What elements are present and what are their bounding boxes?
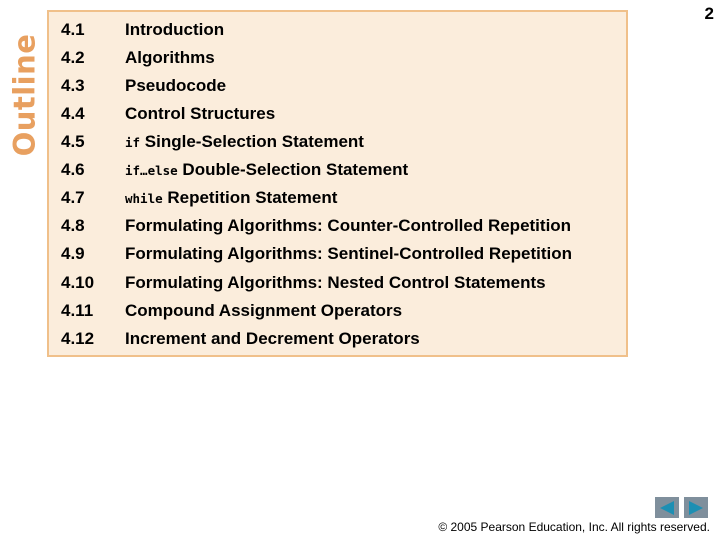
toc-item-4-8 <box>61 212 571 240</box>
toc-item-title: Double-Selection Statement <box>177 160 409 179</box>
toc-item-number: 4.10 <box>61 273 95 292</box>
toc-item-title: Formulating Algorithms: Counter-Controlled Repetition <box>125 216 572 235</box>
toc-item-4-10 <box>61 269 546 297</box>
toc-item-title: Repetition Statement <box>162 188 338 207</box>
toc-item-number: 4.4 <box>61 104 85 123</box>
toc-item-number: 4.7 <box>61 188 85 207</box>
toc-item-title: Increment and Decrement Operators <box>125 329 420 348</box>
toc-item-number: 4.8 <box>61 216 85 235</box>
toc-item-number: 4.5 <box>61 132 85 151</box>
toc-item-title: Control Structures <box>125 104 276 123</box>
toc-item-title: Compound Assignment Operators <box>125 301 403 320</box>
toc-item-title: Single-Selection Statement <box>140 132 364 151</box>
page-number: 2 <box>704 4 714 23</box>
slide-navigation <box>655 497 708 518</box>
toc-item-4-4 <box>61 100 275 128</box>
toc-item-4-12 <box>61 325 420 353</box>
previous-slide-icon <box>659 501 675 515</box>
toc-item-4-7 <box>61 184 337 212</box>
toc-item-code-keyword: if <box>125 134 141 150</box>
toc-item-number: 4.9 <box>61 244 85 263</box>
toc-item-code-keyword: if…else <box>125 162 178 178</box>
toc-item-4-5 <box>61 128 364 156</box>
table-of-contents <box>47 10 628 357</box>
toc-item-number: 4.11 <box>61 301 94 320</box>
toc-item-title: Formulating Algorithms: Nested Control Statements <box>125 273 546 292</box>
toc-item-4-11 <box>61 297 402 325</box>
toc-item-4-9 <box>61 240 572 268</box>
toc-item-title: Algorithms <box>125 48 215 67</box>
copyright-notice: © 2005 Pearson Education, Inc. All rights reserved. <box>438 520 710 534</box>
toc-item-title: Introduction <box>125 20 225 39</box>
next-slide-icon <box>688 501 704 515</box>
toc-item-4-3 <box>61 72 226 100</box>
next-slide-button[interactable] <box>684 497 708 518</box>
toc-item-4-2 <box>61 44 215 72</box>
toc-item-title: Formulating Algorithms: Sentinel-Controlled Repetition <box>125 244 573 263</box>
toc-item-title: Pseudocode <box>125 76 227 95</box>
previous-slide-button[interactable] <box>655 497 679 518</box>
toc-item-4-1 <box>61 16 224 44</box>
outline-sidebar-label <box>2 33 46 157</box>
toc-item-number: 4.1 <box>61 20 85 39</box>
toc-item-number: 4.3 <box>61 76 85 95</box>
toc-item-number: 4.6 <box>61 160 85 179</box>
toc-item-number: 4.2 <box>61 48 85 67</box>
toc-item-code-keyword: while <box>125 190 163 206</box>
toc-item-4-6 <box>61 156 408 184</box>
toc-item-number: 4.12 <box>61 329 95 348</box>
outline-label-text: Outline <box>7 33 42 157</box>
